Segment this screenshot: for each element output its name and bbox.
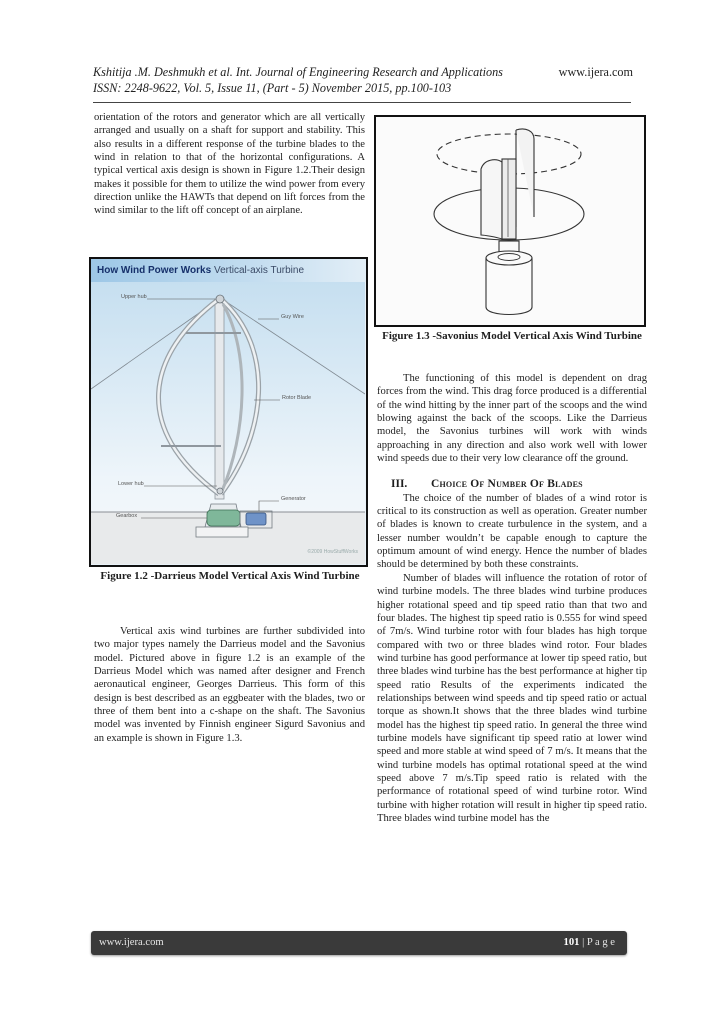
label-generator: Generator [281, 496, 306, 502]
image-credit: ©2009 HowStuffWorks [307, 549, 358, 555]
right-body-text [377, 372, 647, 825]
left-intro-text [94, 111, 365, 218]
figure-1-3-savonius-turbine [374, 115, 646, 327]
intro-paragraph: orientation of the rotors and generator which are all vertically arranged and usually on a shaft for support and stability. This also results in a different response of the turbine blades to the wind in relation to that of the horizontal configurations. A typical vertical axis design is shown in Figure 1.2.Their design makes it possible for them to utilize the wind power from every direction unlike the HAWTs that depend on lift forces from the wind similar to the lift off concept of an airplane. [94, 112, 365, 217]
footer-url[interactable]: www.ijera.com [99, 937, 164, 948]
left-body-text [94, 625, 365, 745]
page-label: | P a g e [582, 937, 615, 948]
figure-banner [91, 259, 368, 282]
footer-page-number [564, 931, 615, 955]
label-rotor-blade: Rotor Blade [282, 395, 312, 401]
running-header [93, 64, 633, 96]
paragraph-vawt-types: Vertical axis wind turbines are further subdivided into two major types namely the Darrieus model and the Savonius model. Pictured above in figure 1.2 is an example of the Darrieus Model which was named after designer and French aeronautical engineer, Georges Darrieus. This form of this design is best described as an eggbeater with the blades, two or three of them bent into a c-shape on the shaft. The Savonius model was invented by Finnish engineer Sigurd Savonius and an example is shown in Figure 1.3. [94, 626, 365, 744]
header-citation: Kshitija .M. Deshmukh et al. Int. Journal of Engineering Research and Applications [93, 65, 503, 79]
page-number: 101 [563, 937, 580, 948]
section-heading [377, 478, 647, 491]
figure-1-2-darrieus-turbine [89, 257, 368, 567]
figure-1-2-caption: Figure 1.2 -Darrieus Model Vertical Axis Wind Turbine [100, 570, 360, 582]
savonius-turbine-illustration [376, 117, 643, 324]
figure-1-3-caption: Figure 1.3 -Savonius Model Vertical Axis Wind Turbine [382, 330, 642, 342]
banner-subtitle: Vertical-axis Turbine [213, 265, 305, 276]
section-number: III. [391, 478, 408, 491]
section-title: Choice Of Number Of Blades [431, 478, 583, 491]
label-guy-wire: Guy Wire [281, 314, 304, 320]
paragraph-blade-rotation: Number of blades will influence the rotation of rotor of wind turbine models. The three blades wind turbine produces higher rotational speed and tip speed ratio than that two and four blades. The highest tip speed ratio is 0.555 for wind speed of 7m/s. Wind turbine rotor with four blades has high torque compared with two or three blades wind rotor. Four blades wind turbine has good performance at lower tip speed ratio, but three blades wind turbine has the best performance at higher tip speed ratio Results of the experiments indicated the relationships between wind speeds and tip speed ratio or actual torque as shown.It shows that the three blades wind turbine model has the highest tip speed ratio. In general the three wind turbine models have significant tip speed ratio at lower wind speed and more stable at wind speed of 7 m/s. It means that the wind turbine models has optimal rotational speed at the wind speed above 7 m/s.Tip speed ratio is related with the performance of rotational speed of wind turbine rotor. Wind turbine with higher rotation will result in higher tip speed ratio. Three blades wind turbine model has the [377, 572, 647, 824]
label-gearbox: Gearbox [116, 513, 138, 519]
header-url[interactable]: www.ijera.com [558, 65, 633, 79]
label-lower-hub: Lower hub [118, 481, 144, 487]
paragraph-savonius-function: The functioning of this model is dependent on drag forces from the wind. This drag force produced is a differential of the wind hitting by the inner part of the scoops and the wind blowing against the back of the scoops. Like the Darrieus model, the Savonius turbines will work with winds approaching in any direction and also work well with lower wind speeds due to their very low clearance off the ground. [377, 373, 647, 465]
header-divider [93, 102, 631, 103]
header-issn: ISSN: 2248-9622, Vol. 5, Issue 11, (Part - 5) November 2015, pp.100-103 [93, 81, 452, 95]
paragraph-blade-choice: The choice of the number of blades of a wind rotor is critical to its construction as well as operation. Greater number of blades is known to create turbulence in the system, and a lesser number wouldn’t be capable enough to capture the optimum amount of wind energy. Hence the number of blades should be determined by both these constraints. [377, 492, 647, 571]
label-upper-hub: Upper hub [121, 294, 147, 300]
page-footer [91, 931, 627, 955]
banner-title: How Wind Power Works [97, 265, 212, 276]
